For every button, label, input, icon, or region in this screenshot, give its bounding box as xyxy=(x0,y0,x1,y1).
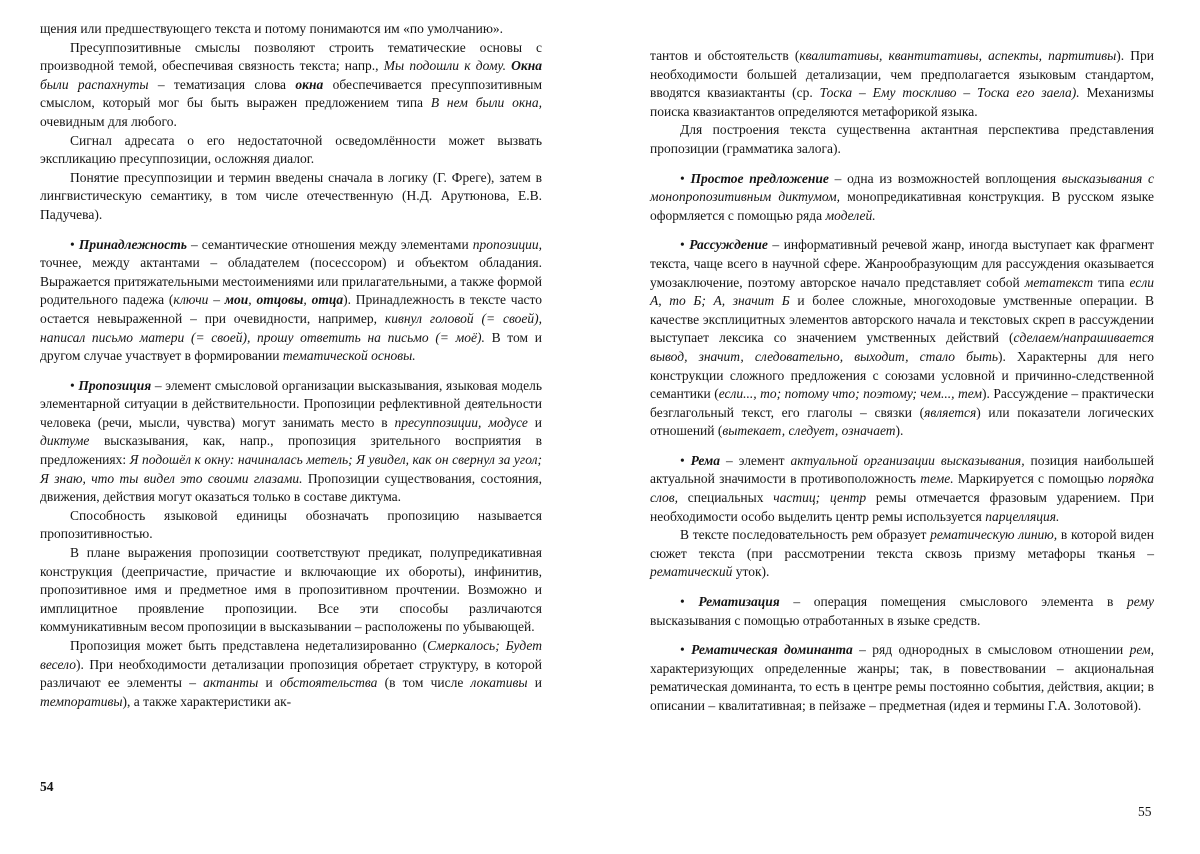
page-number-right: 55 xyxy=(1138,804,1152,819)
entry-term: Рематизация xyxy=(698,594,780,610)
entry-rhematic-dominant: • Рематическая доминанта – ряд однородных в смысловом отношении рем, характеризующих определенные жанры; так, в повествовании – акциональная рематическая доминанта, то есть в центре ремы постоянно события, действия, акции; в описании – квалитативная; в пейзаже – предметная (идея и термины Г.А. Золотовой). xyxy=(650,642,1154,713)
entry-reasoning: • Рассуждение – информативный речевой жанр, иногда выступает как фрагмент текста, чаще всего в научной сфере. Жанрообразующим для рассуждения оказывается умозаключение, поэтому авторское начало представляет собой метатекст типа если А, то Б; А, значит Б и более сложные, многоходовые умственные операции. В качестве эксплицитных элементов авторского начала и текстовых скреп в рассуждении выступает лексика со значением умственных действий (сделаем/напрашивается вывод, значит, следовательно, выходит, стало быть). Характерны для него конструкции сложного предложения с союзами условной и причинно-следственной семантики (если..., то; потому что; поэтому; чем..., тем). Рассуждение – практически безглагольный текст, его глаголы – связки (является) или показатели логических отношений (вытекает, следует, означает). xyxy=(650,237,1155,439)
entry-simple-sentence: • Простое предложение – одна из возможностей воплощения высказывания с монопропозитивным диктумом, монопредикативная конструкция. В русском языке оформляется с помощью ряда моделей. xyxy=(650,170,1154,223)
entry-rhematization: • Рематизация – операция помещения смыслового элемента в рему высказывания с помощью отработанных в языке средств. xyxy=(650,594,1154,628)
entry-term: Пропозиция xyxy=(78,377,152,393)
entry-term: Принадлежность xyxy=(78,236,187,252)
entry-rheme: • Рема – элемент актуальной организации высказывания, позиция наибольшей актуальной значимости в противоположность теме. Маркируется с помощью порядка слов, специальных частиц; центр ремы отмечается фразовым ударением. При необходимости особо выделить центр ремы используется парцелляция. xyxy=(650,452,1154,524)
left-page xyxy=(40,20,542,711)
right-page xyxy=(650,47,1154,716)
paragraph-rhematic-line: В тексте последовательность рем образует рематическую линию, в которой виден сюжет текста (при рассмотрении текста сквозь призму метафоры тканья – рематический уток). xyxy=(650,527,1154,580)
paragraph-term-origin: Понятие пресуппозиции и термин введены сначала в логику (Г. Фреге), затем в лингвистическую семантику, в том числе отечественную (Н.Д. Арутюнова, Е.В. Падучева). xyxy=(40,169,542,222)
entry-term: Рема xyxy=(690,452,721,468)
entry-term: Простое предложение xyxy=(690,170,829,186)
paragraph-propositivity: Способность языковой единицы обозначать пропозицию называется пропозитивностью. xyxy=(40,507,542,542)
entry-term: Рематическая доминанта xyxy=(691,642,853,658)
entry-possession: • Принадлежность – семантические отношения между элементами пропозиции, точнее, между актантами – обладателем (посессором) и объектом обладания. Выражается притяжательными местоимениями или прилагательными, а также формой родительного падежа (ключи – мои, отцовы, отца). Принадлежность в тексте часто остается невыраженной – при очевидности, например, кивнул головой (= своей), написал письмо матери (= своей), прошу ответить на письмо (= моё). В том и другом случае участвует в формировании тематической основы. xyxy=(40,236,543,364)
entry-proposition: • Пропозиция – элемент смысловой организации высказывания, языковая модель элементарной ситуации в действительности. Пропозиции рефлективной деятельности человека (речи, мысли, чувства) могут занимать место в пресуппозиции, модусе и диктуме высказывания, как, напр., пропозиция зрительного восприятия в предложениях: Я подошёл к окну: начиналась метель; Я увидел, как он свернул за угол; Я знаю, что ты видел это своими глазами. Пропозиции существования, состояния, движения, действия могут оказаться только в составе диктума. xyxy=(40,377,542,505)
paragraph-detailization: Пропозиция может быть представлена недетализированно (Смеркалось; Будет весело). При необходимости детализации пропозиция обретает структуру, в которой различают ее элементы – актанты и обстоятельства (в том числе локативы и темпоративы), а также характеристики ак- xyxy=(40,638,542,709)
entry-term: Рассуждение xyxy=(689,237,768,253)
page-number-left: 54 xyxy=(40,779,54,794)
paragraph-actant-perspective: Для построения текста существенна актантная перспектива представления пропозиции (грамматика залога). xyxy=(650,122,1154,156)
paragraph-continuation: тантов и обстоятельств (квалитативы, квантитативы, аспекты, партитивы). При необходимости большей детализации, чем предполагается языковым стандартом, вводятся квазиактанты (ср. Тоска – Ему тоскливо – Тоска его заела). Механизмы поиска квазиактантов определяются метафорикой языка. xyxy=(650,48,1154,119)
paragraph-presupposition-meanings: Пресуппозитивные смыслы позволяют строить тематические основы с производной темой, обеспечивая связность текста; напр., Мы подошли к дому. Окна были распахнуты – тематизация слова окна обеспечивается пресуппозитивным смыслом, который мог бы быть выражен предложением типа В нем были окна, очевидным для любого. xyxy=(40,39,542,129)
paragraph-expression-plan: В плане выражения пропозиции соответствуют предикат, полупредикативная конструкция (деепричастие, причастие и включающие их обороты), инфинитив, пропозитивное имя и предметное имя в пропозитивном прочтении. Возможно и имплицитное проявление пропозиции. Все эти способы различаются коммуникативным весом пропозиции в высказывании – расположены по убывающей. xyxy=(40,545,542,635)
paragraph-addressee-signal: Сигнал адресата о его недостаточной осведомлённости может вызвать экспликацию пресуппозиции, осложняя диалог. xyxy=(40,132,542,167)
paragraph-continuation: щения или предшествующего текста и потому понимаются им «по умолчанию». xyxy=(40,21,504,36)
